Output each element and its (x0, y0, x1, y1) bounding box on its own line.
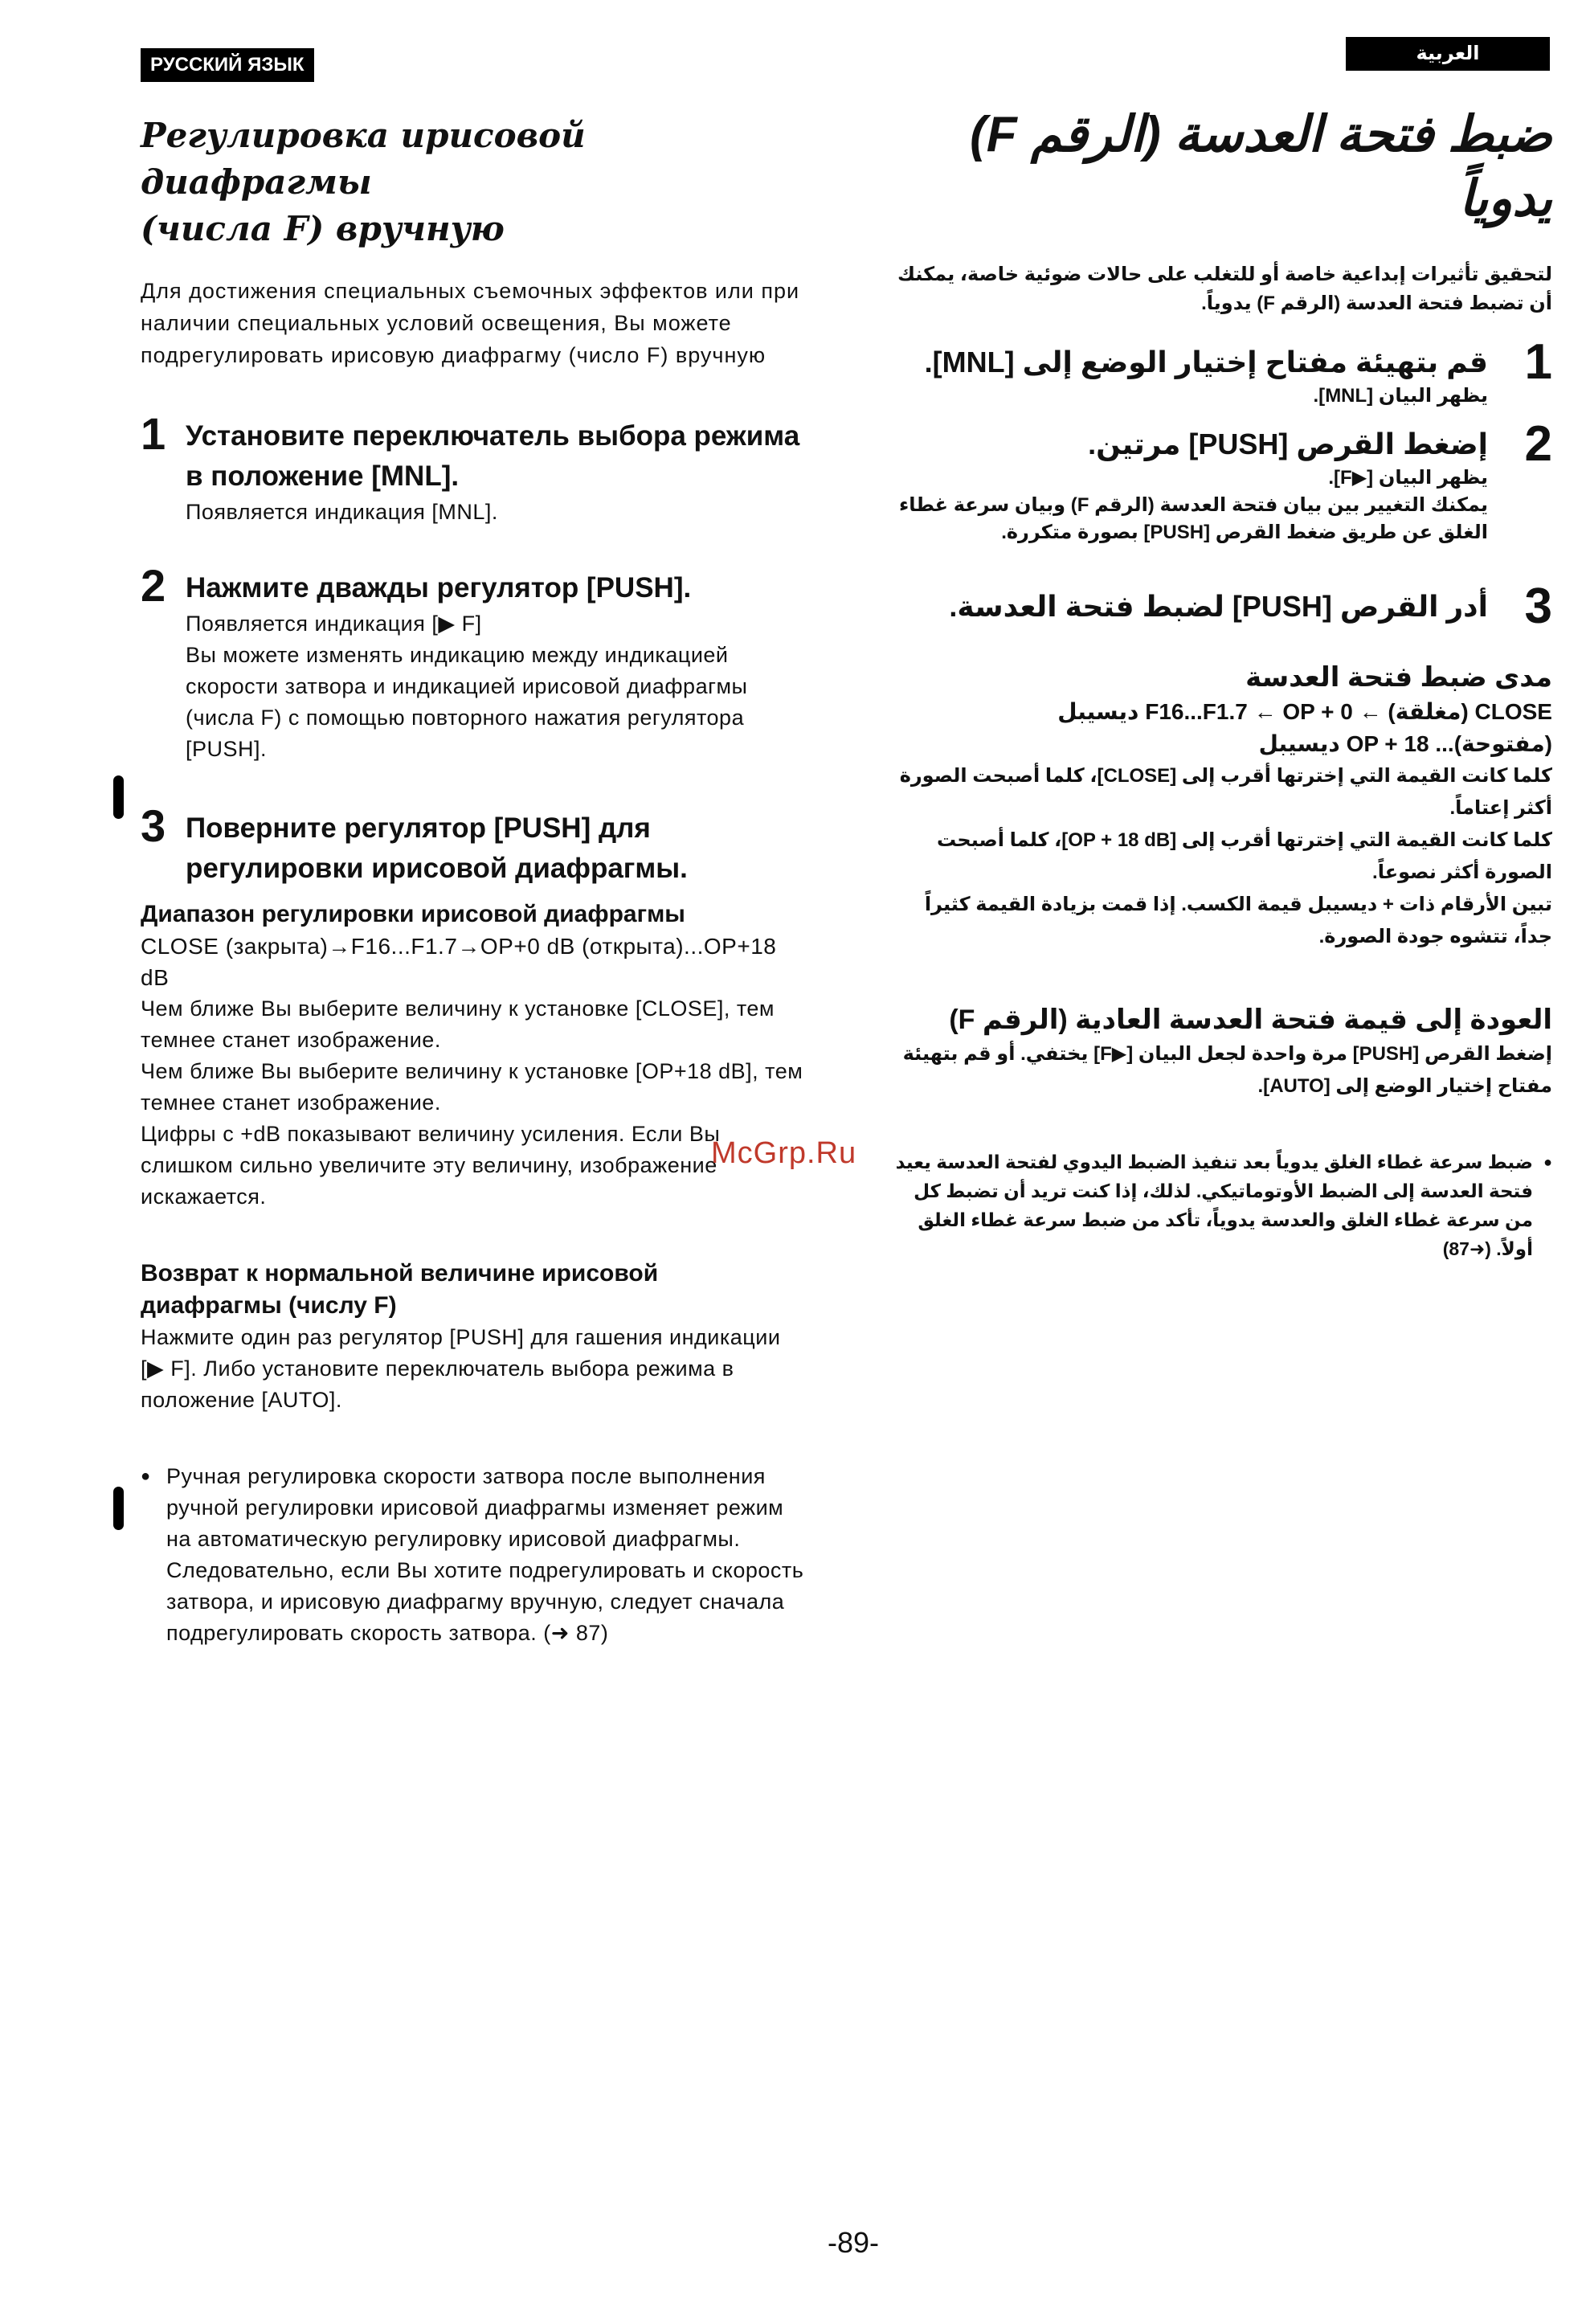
binding-mark-bottom (113, 1487, 124, 1530)
return-section (141, 1258, 807, 1416)
arabic-range-section (892, 659, 1552, 953)
step-heading: Поверните регулятор [PUSH] для регулировки ирисовой диафрагмы. (186, 812, 688, 884)
step-heading: Нажмите дважды регулятор [PUSH]. (186, 572, 692, 604)
step-number: 2 (1524, 416, 1552, 472)
step-heading: قم بتهيئة مفتاح إختيار الوضع إلى [MNL]. (924, 346, 1488, 378)
step-number: 1 (141, 408, 166, 459)
binding-mark-top (113, 775, 124, 819)
page-title-ar: ضبط فتحة العدسة (الرقم F) يدوياً (970, 107, 1552, 227)
step-1 (141, 408, 807, 528)
arabic-intro: لتحقيق تأثيرات إبداعية خاصة أو للتغلب على حالات ضوئية خاصة، يمكنك أن تضبط فتحة العدسة (الرقم F) يدوياً. (897, 264, 1552, 314)
arabic-return-section (892, 1001, 1552, 1103)
step-number: 1 (1524, 334, 1552, 390)
arabic-language-tab: العربية (1346, 37, 1550, 71)
arabic-shutter-note-bullet: ● ضبط سرعة غطاء الغلق يدوياً بعد تنفيذ الضبط اليدوي لفتحة العدسة يعيد فتحة العدسة إلى الضبط الأوتوماتيكي. لذلك، إذا كنت تريد أن تضبط كل من سرعة غطاء الغلق والعدسة يدوياً، تأكد من ضبط سرعة غطاء الغلق أولاً. (➜87) (892, 1148, 1552, 1263)
range-note-3: تبين الأرقام ذات + ديسيبل قيمة الكسب. إذا قمت بزيادة القيمة كثيراً جداً، تتشوه جودة الصورة. (924, 894, 1552, 947)
arabic-step-2 (892, 416, 1552, 546)
range-heading: مدى ضبط فتحة العدسة (1245, 662, 1552, 693)
step-2 (141, 560, 807, 765)
range-line-1: CLOSE (مغلقة) ← F16...F1.7 ← OP + 0 ديسيبل (1057, 699, 1552, 724)
return-body: إضغط القرص [PUSH] مرة واحدة لجعل البيان [▶F] يختفي. أو قم بتهيئة مفتاح إختيار الوضع إلى [AUTO]. (902, 1043, 1552, 1097)
step-body-line-2: Вы можете изменять индикацию между индикацией скорости затвора и индикацией ирисовой диафрагмы (числа F) с помощью повторного нажатия регулятора [PUSH]. (186, 643, 748, 761)
range-note-2: Чем ближе Вы выберите величину к установке [OP+18 dB], тем темнее станет изображение. (141, 1059, 803, 1115)
step-body-line-2: يمكنك التغيير بين بيان فتحة العدسة (الرقم F) وبيان سرعة غطاء الغلق عن طريق ضغط القرص [PUSH] بصورة متكررة. (899, 494, 1488, 543)
step-heading: أدر القرص [PUSH] لضبط فتحة العدسة. (949, 590, 1488, 623)
russian-column (141, 113, 807, 1649)
return-heading (141, 1258, 807, 1322)
step-body-line-1: Появляется индикация [▶ F] (186, 612, 482, 636)
watermark: McGrp.Ru (711, 1136, 857, 1170)
range-heading: Диапазон регулировки ирисовой диафрагмы (141, 901, 685, 927)
step-body: Появляется индикация [MNL]. (186, 500, 498, 524)
arabic-column (892, 103, 1552, 1263)
arabic-step-3 (892, 579, 1552, 634)
return-body: Нажмите один раз регулятор [PUSH] для гашения индикации [▶ F]. Либо установите переключатель выбора режима в положение [AUTO]. (141, 1325, 781, 1412)
page-title-ru (141, 113, 807, 252)
page-number: -89- (828, 2226, 880, 2259)
range-note-3: Цифры с +dB показывают величину усиления. Если Вы слишком сильно увеличите эту величину, изображение искажается. (141, 1122, 721, 1209)
step-heading: إضغط القرص [PUSH] مرتين. (1088, 428, 1488, 460)
return-heading: العودة إلى قيمة فتحة العدسة العادية (الرقم F) (949, 1004, 1552, 1035)
range-note-2: كلما كانت القيمة التي إخترتها أقرب إلى [OP + 18 dB]، كلما أصبحت الصورة أكثر نصوعاً. (937, 829, 1552, 883)
step-3 (141, 800, 807, 889)
shutter-note-bullet: ● Ручная регулировка скорости затвора после выполнения ручной регулировки ирисовой диафрагмы изменяет режим на автоматическую регулировку ирисовой диафрагмы. Следовательно, если Вы хотите подрегулировать и скорость затвора, и ирисовую диафрагму вручную, следует сначала подрегулировать скорость затвора. (➜ 87) (141, 1461, 807, 1649)
intro-paragraph: Для достижения специальных съемочных эффектов или при наличии специальных условий освещения, Вы можете подрегулировать ирисовую диафрагму (число F) вручную (141, 279, 800, 367)
step-number: 3 (141, 800, 166, 851)
range-line-2: (مفتوحة)... OP + 18 ديسيبل (1258, 731, 1552, 756)
russian-language-tab: РУССКИЙ ЯЗЫК (141, 48, 314, 82)
step-heading: Установите переключатель выбора режима в положение [MNL]. (186, 420, 800, 492)
range-note-1: Чем ближе Вы выберите величину к установке [CLOSE], тем темнее станет изображение. (141, 996, 775, 1052)
title-line-2: (числа F) вручную (141, 209, 505, 248)
step-number: 3 (1524, 579, 1552, 634)
iris-range-section (141, 898, 807, 1213)
step-number: 2 (141, 560, 166, 611)
range-note-1: كلما كانت القيمة التي إخترتها أقرب إلى [CLOSE]، كلما أصبحت الصورة أكثر إعتاماً. (899, 765, 1552, 819)
step-body: يظهر البيان [MNL]. (1313, 385, 1488, 407)
range-values: CLOSE (закрыта)→F16...F1.7→OP+0 dB (открыта)...OP+18 dB (141, 934, 777, 990)
step-body-line-1: يظهر البيان [▶F]. (1328, 467, 1488, 489)
title-line-1: Регулировка ирисовой диафрагмы (141, 116, 586, 202)
return-heading-line-1: Возврат к нормальной величине ирисовой (141, 1260, 659, 1287)
return-heading-line-2: диафрагмы (числу F) (141, 1292, 397, 1319)
arabic-step-1 (892, 334, 1552, 410)
